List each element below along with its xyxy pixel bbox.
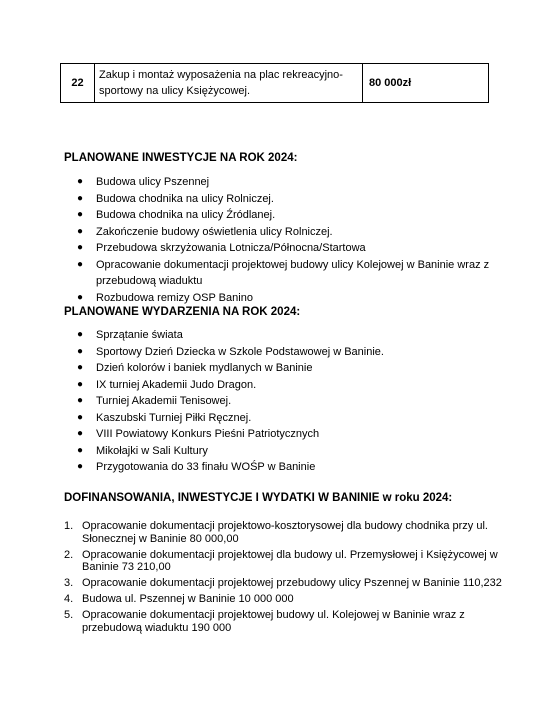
events-list: [64, 327, 504, 476]
list-item-text: Sprzątanie świata: [96, 329, 183, 341]
list-item: [64, 577, 504, 590]
list-item-text: IX turniej Akademii Judo Dragon.: [96, 378, 257, 391]
events-heading: PLANOWANE WYDARZENIA NA ROK 2024:: [64, 306, 301, 318]
bullet-icon: ●: [77, 192, 84, 204]
bullet-icon: ●: [77, 345, 84, 357]
bullet-icon: ●: [77, 444, 84, 456]
row-number: 22: [61, 64, 95, 102]
bullet-icon: ●: [77, 411, 84, 423]
list-item-number: 2.: [64, 548, 74, 561]
list-item: [64, 609, 504, 634]
bullet-icon: ●: [77, 395, 84, 406]
list-item-text: Dzień kolorów i baniek mydlanych w Baninie: [96, 362, 313, 374]
funding-list: [64, 520, 504, 638]
bullet-icon: ●: [77, 225, 84, 237]
list-item: [64, 290, 504, 307]
list-item-text: Opracowanie dokumentacji projektowej dla budowy ul. Przemysłowej i Księżycowej w Baninie 73 210,00: [82, 548, 498, 573]
investments-list: [64, 174, 504, 306]
list-item: [64, 410, 504, 427]
bullet-icon: ●: [77, 329, 84, 340]
bullet-icon: ●: [77, 428, 84, 439]
list-item: [64, 344, 504, 361]
list-item-text: Opracowanie dokumentacji projektowo-kosztorysowej dla budowy chodnika przy ul. Słonecznej w Baninie 80 000,00: [82, 520, 488, 545]
list-item-number: 4.: [64, 593, 74, 605]
funding-heading: DOFINANSOWANIA, INWESTYCJE I WYDATKI W BANINIE w roku 2024:: [64, 492, 453, 504]
list-item-text: Budowa chodnika na ulicy Rolniczej.: [96, 192, 274, 205]
list-item-text: Budowa ulicy Pszennej: [96, 176, 210, 188]
list-item-text: Opracowanie dokumentacji projektowej budowy ulicy Kolejowej w Baninie wraz z przebudową wiaduktu: [96, 258, 490, 287]
list-item-number: 1.: [64, 520, 74, 532]
list-item: [64, 207, 504, 224]
bullet-icon: ●: [77, 461, 84, 472]
list-item: [64, 426, 504, 443]
list-item: [64, 191, 504, 208]
list-item-number: 5.: [64, 609, 74, 621]
list-item: [64, 593, 504, 606]
list-item: [64, 459, 504, 476]
list-item: [64, 377, 504, 394]
list-item-number: 3.: [64, 577, 74, 589]
bullet-icon: ●: [77, 242, 84, 253]
list-item-text: Turniej Akademii Tenisowej.: [96, 395, 232, 407]
list-item-text: Opracowanie dokumentacji projektowej budowy ul. Kolejowej w Baninie wraz z przebudową wiaduktu 190 000: [82, 609, 465, 634]
list-item-text: Opracowanie dokumentacji projektowej przebudowy ulicy Pszennej w Baninie 110,232: [82, 577, 502, 589]
bullet-icon: ●: [77, 258, 84, 270]
list-item: [64, 443, 504, 460]
list-item-text: Mikołajki w Sali Kultury: [96, 444, 208, 457]
list-item: [64, 549, 504, 574]
list-item: [64, 520, 504, 545]
bullet-icon: ●: [77, 362, 84, 373]
bullet-icon: ●: [77, 209, 84, 220]
list-item: [64, 327, 504, 344]
list-item-text: Budowa chodnika na ulicy Źródlanej.: [96, 209, 276, 221]
list-item: [64, 360, 504, 377]
bullet-icon: ●: [77, 378, 84, 390]
list-item: [64, 174, 504, 191]
bullet-icon: ●: [77, 291, 84, 303]
row-description: Zakup i montaż wyposażenia na plac rekreacyjno-sportowy na ulicy Księżycowej.: [95, 64, 363, 102]
list-item-text: Kaszubski Turniej Piłki Ręcznej.: [96, 411, 252, 424]
list-item: [64, 257, 504, 290]
list-item-text: Sportowy Dzień Dziecka w Szkole Podstawowej w Baninie.: [96, 345, 384, 358]
list-item-text: Rozbudowa remizy OSP Banino: [96, 291, 253, 304]
list-item: [64, 240, 504, 257]
row-amount: 80 000zł: [369, 77, 412, 89]
list-item-text: Przebudowa skrzyżowania Lotnicza/Północna/Startowa: [96, 242, 366, 254]
budget-table-row: [60, 63, 489, 103]
investments-heading: PLANOWANE INWESTYCJE NA ROK 2024:: [64, 152, 298, 164]
list-item-text: Przygotowania do 33 finału WOŚP w Baninie: [96, 461, 316, 473]
list-item-text: VIII Powiatowy Konkurs Pieśni Patriotycznych: [96, 428, 320, 440]
list-item: [64, 224, 504, 241]
bullet-icon: ●: [77, 176, 84, 187]
list-item-text: Budowa ul. Pszennej w Baninie 10 000 000: [82, 593, 294, 605]
list-item: [64, 393, 504, 410]
list-item-text: Zakończenie budowy oświetlenia ulicy Rolniczej.: [96, 225, 333, 238]
